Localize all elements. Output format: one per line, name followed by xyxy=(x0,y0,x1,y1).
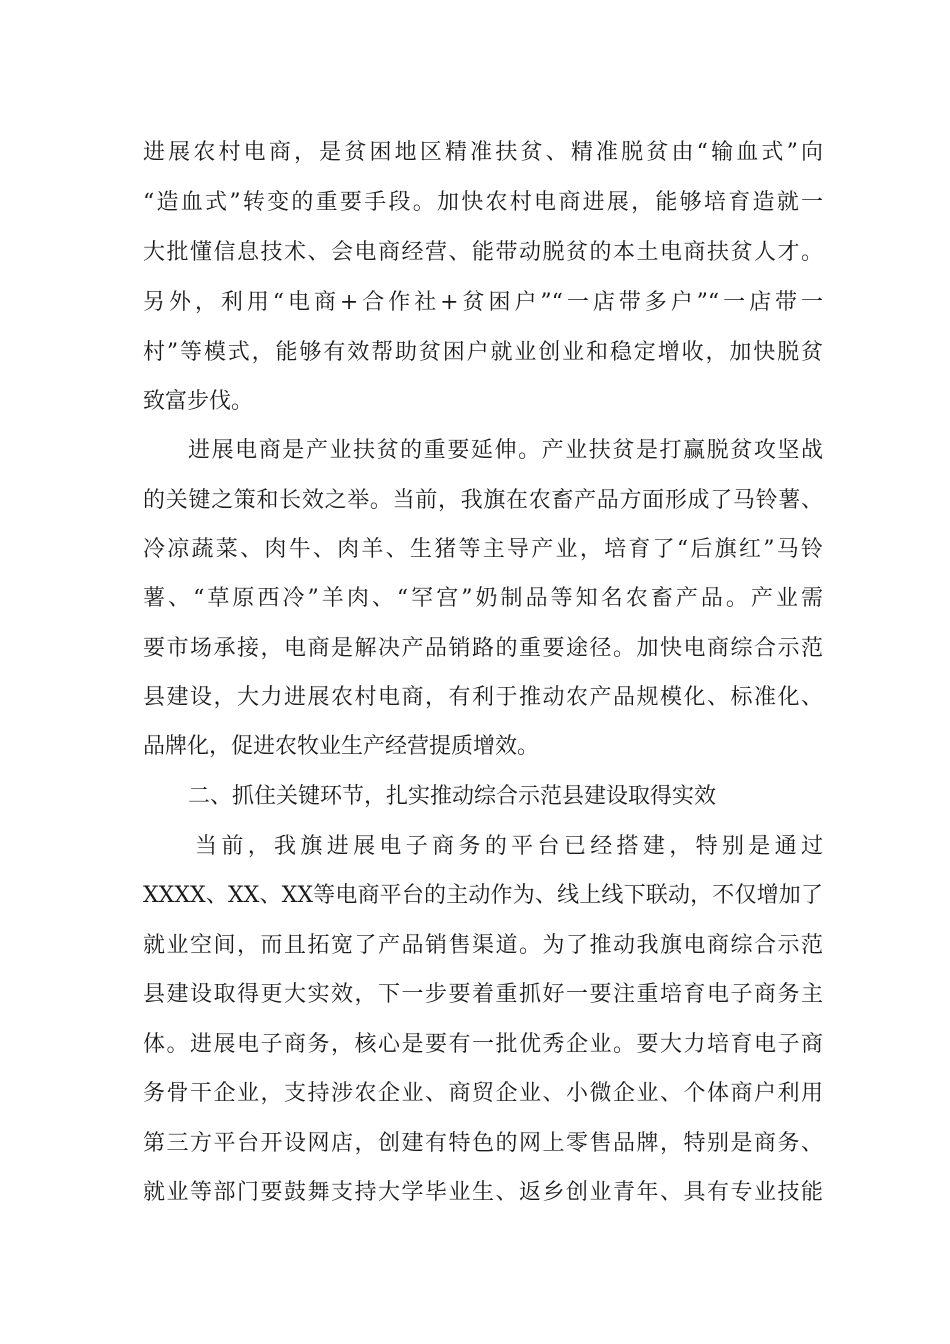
paragraph-2-line-3: 冷凉蔬菜、肉牛、肉羊、生猪等主导产业，培育了“后旗红”马铃 xyxy=(143,537,823,562)
paragraph-3-line-2: XXXX、XX、XX等电商平台的主动作为、线上线下联动，不仅增加了 xyxy=(143,883,823,908)
paragraph-2-line-4: 薯、“草原西冷”羊肉、“罕宫”奶制品等知名农畜产品。产业需 xyxy=(143,586,823,611)
paragraph-1-line-5: 村”等模式，能够有效帮助贫困户就业创业和稳定增收，加快脱贫 xyxy=(143,340,823,365)
paragraph-1-line-4: 另外，利用“电商+合作社+贫困户”“一店带多户”“一店带一 xyxy=(143,290,823,315)
paragraph-2-line-5: 要市场承接，电商是解决产品销路的重要途径。加快电商综合示范 xyxy=(143,636,823,661)
paragraph-2-line-7: 品牌化，促进农牧业生产经营提质增效。 xyxy=(143,734,540,759)
paragraph-3-line-7: 第三方平台开设网店，创建有特色的网上零售品牌，特别是商务、 xyxy=(143,1131,823,1156)
paragraph-3-line-3: 就业空间，而且拓宽了产品销售渠道。为了推动我旗电商综合示范 xyxy=(143,933,823,958)
section-heading: 二、抓住关键环节，扎实推动综合示范县建设取得实效 xyxy=(188,784,717,809)
paragraph-1-line-6: 致富步伐。 xyxy=(143,389,254,414)
paragraph-2-line-2: 的关键之策和长效之举。当前，我旗在农畜产品方面形成了马铃薯、 xyxy=(143,488,823,513)
paragraph-1-line-1: 进展农村电商，是贫困地区精准扶贫、精准脱贫由“输血式”向 xyxy=(143,140,823,165)
paragraph-3-line-4: 县建设取得更大实效，下一步要着重抓好一要注重培育电子商务主 xyxy=(143,982,823,1007)
paragraph-1-line-2: “造血式”转变的重要手段。加快农村电商进展，能够培育造就一 xyxy=(143,190,823,215)
paragraph-1-line-3: 大批懂信息技术、会电商经营、能带动脱贫的本土电商扶贫人才。 xyxy=(143,240,823,265)
paragraph-3-line-5: 体。进展电子商务，核心是要有一批优秀企业。要大力培育电子商 xyxy=(143,1032,823,1057)
paragraph-3-line-1: 当前，我旗进展电子商务的平台已经搭建，特别是通过 xyxy=(195,834,823,859)
paragraph-2-line-6: 县建设，大力进展农村电商，有利于推动农产品规模化、标准化、 xyxy=(143,685,823,710)
paragraph-3-line-6: 务骨干企业，支持涉农企业、商贸企业、小微企业、个体商户利用 xyxy=(143,1081,823,1106)
paragraph-2-line-1: 进展电商是产业扶贫的重要延伸。产业扶贫是打赢脱贫攻坚战 xyxy=(188,438,823,463)
paragraph-3-line-8: 就业等部门要鼓舞支持大学毕业生、返乡创业青年、具有专业技能 xyxy=(143,1180,823,1205)
